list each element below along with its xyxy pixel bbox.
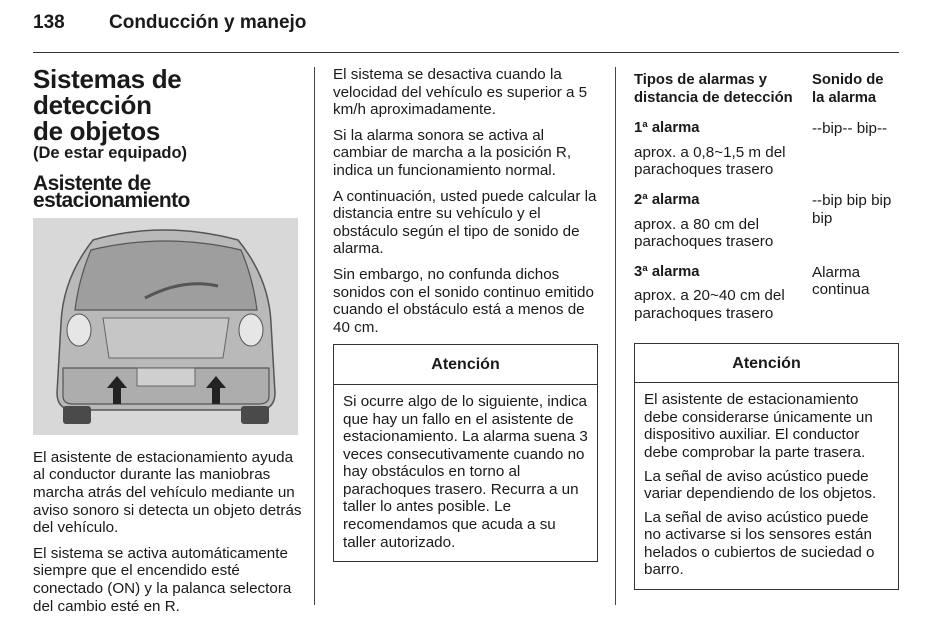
attention-box [333,344,598,562]
subheading: Asistente de estacionamiento [33,171,190,213]
alarm-type: 2ª alarma [634,191,700,208]
alarm-distance: aprox. a 80 cm del parachoques trasero [634,215,774,251]
table-row [634,120,899,179]
alarm-type: 1ª alarma [634,120,700,137]
alarm-distance: aprox. a 0,8~1,5 m del parachoques trasero [634,143,786,179]
table-row [634,264,899,323]
header-divider [33,52,899,53]
car-rear-illustration [33,218,298,435]
paragraph: A continuación, usted puede calcular la distancia entre su vehículo y el obstáculo según el tipo de sonido de alarma. [333,187,597,258]
alarm-sound: Alarma continua [812,263,870,299]
alarm-sound: --bip bip bip bip [812,191,892,227]
paragraph: Si la alarma sonora se activa al cambiar de marcha a la posición R, indica un funcionamiento normal. [333,126,572,179]
attention-box [634,343,899,591]
attention-paragraph: La señal de aviso acústico puede no activarse si los sensores están helados o cubiertos de suciedad o barro. [644,508,875,579]
column-divider-2 [615,67,616,605]
table-header [634,72,899,107]
column-3 [634,72,899,590]
column-1 [33,66,303,623]
section-title: Conducción y manejo [109,12,307,33]
attention-title: Atención [334,345,597,385]
alarm-table [634,72,899,323]
page-number: 138 [33,12,65,33]
paragraph: Sin embargo, no confunda dichos sonidos con el sonido continuo emitido cuando el obstáculo está a menos de 40 cm. [333,265,594,336]
alarm-sound: --bip-- bip-- [812,120,888,138]
paragraph: El sistema se activa automáticamente siempre que el encendido esté conectado (ON) y la palanca selectora del cambio esté en R. [33,544,292,615]
title-line-1: Sistemas de detección [33,64,182,120]
alarm-distance: aprox. a 20~40 cm del parachoques trasero [634,287,785,322]
page-title [33,66,303,144]
paragraph: El sistema se desactiva cuando la velocidad del vehículo es superior a 5 km/h aproximadamente. [333,66,588,119]
column-2 [333,66,598,562]
attention-paragraph: La señal de aviso acústico puede variar dependiendo de los objetos. [644,467,877,503]
attention-paragraph: El asistente de estacionamiento debe considerarse únicamente un dispositivo auxiliar. El conductor debe comprobar la parte trasera. [644,391,873,461]
column-divider-1 [314,67,315,605]
title-line-2: de objetos [33,116,161,146]
table-header-left: Tipos de alarmas y distancia de detección [634,72,793,106]
table-header-right: Sonido de la alarma [812,72,884,106]
alarm-type: 3ª alarma [634,263,700,280]
attention-title: Atención [635,344,898,384]
table-row [634,192,899,251]
paragraph: El asistente de estacionamiento ayuda al conductor durante las maniobras marcha atrás del vehículo mediante un aviso sonoro si detecta un objeto detrás del vehículo. [33,448,302,537]
attention-text: Si ocurre algo de lo siguiente, indica que hay un fallo en el asistente de estacionamiento. La alarma suena 3 veces consecutivamente cuando no hay obstáculos en torno al parachoques trasero. Recurra a un taller lo antes posible. Le recomendamos que acuda a su taller autorizado. [343,392,588,551]
subtitle: (De estar equipado) [33,144,188,162]
page-header [33,10,899,50]
